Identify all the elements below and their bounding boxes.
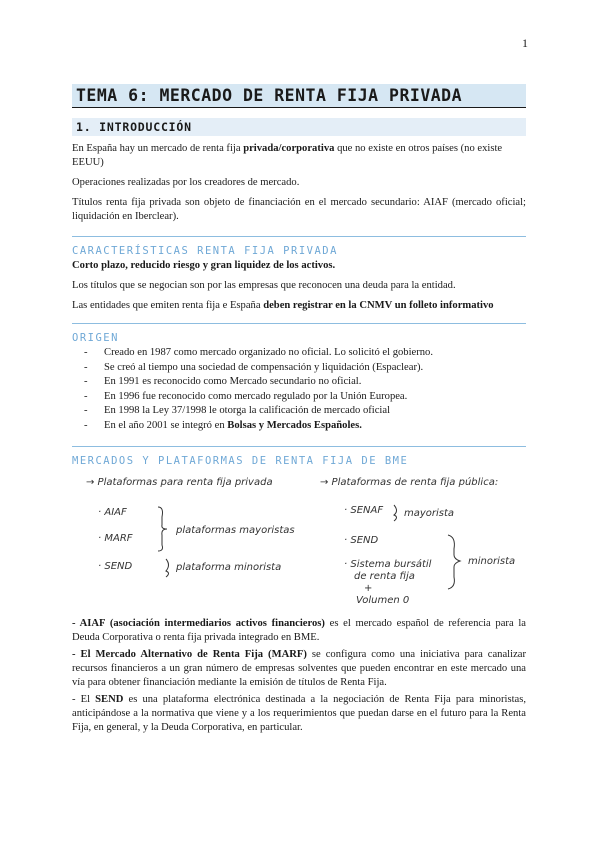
hand-aiaf: · AIAF (98, 506, 127, 518)
hand-sistema-1: · Sistema bursátil (344, 558, 432, 570)
definition-aiaf: - AIAF (asociación intermediarios activos financieros) es el mercado español de referencia para la Deuda Corporativa o renta fija privada integrado en BME. (72, 617, 526, 643)
page-number: 1 (522, 36, 528, 50)
mercados-heading: MERCADOS Y PLATAFORMAS DE RENTA FIJA DE BME (72, 446, 526, 467)
caracteristicas-paragraph-1: Los títulos que se negocian son por las empresas que reconocen una deuda para la entidad. (72, 280, 456, 291)
hand-marf: · MARF (98, 532, 133, 544)
origen-list (72, 346, 526, 434)
hand-sistema-2: de renta fija (354, 570, 415, 582)
list-item: - Se creó al tiempo una sociedad de compensación y liquidación (Espaclear). (72, 361, 526, 376)
definition-marf: - El Mercado Alternativo de Renta Fija (MARF) se configura como una iniciativa para canalizar recursos financieros a un gran número de empresas solventes que pueden encontrar en este mercado una vía para obtener financiación mediante la emisión de títulos de Renta Fija. (72, 648, 526, 688)
definition-send: - El SEND es una plataforma electrónica destinada a la negociación de Renta Fija para minoristas, anticipándose a la normativa que viene y a los requerimientos que puedan darse en el futuro para la Renta Fija, en general, y la Deuda Corporativa, en particular. (72, 693, 526, 733)
origen-heading: ORIGEN (72, 323, 526, 344)
list-item: - Creado en 1987 como mercado organizado no oficial. Lo solicitó el gobierno. (72, 346, 526, 361)
list-item: - En 1991 es reconocido como Mercado secundario no oficial. (72, 375, 526, 390)
caracteristicas-heading: CARACTERÍSTICAS RENTA FIJA PRIVADA (72, 236, 526, 257)
hand-minorista-left: plataforma minorista (176, 561, 282, 573)
hand-senaf: · SENAF (344, 504, 384, 516)
definitions (72, 617, 526, 735)
caracteristicas-bold-line: Corto plazo, reducido riesgo y gran liquidez de los activos. (72, 260, 336, 271)
hand-minorista-right: minorista (468, 555, 516, 567)
intro-paragraph-1: En España hay un mercado de renta fija privada/corporativa que no existe en otros países (no existe EEUU) (72, 143, 503, 168)
document-body (72, 84, 526, 735)
hand-mayorista: mayorista (404, 507, 455, 519)
hand-mayoristas: plataformas mayoristas (176, 524, 295, 536)
hand-volumen-2: Volumen 0 (356, 594, 410, 606)
hand-right-title: → Plataformas de renta fija pública: (320, 476, 499, 488)
handwritten-notes (72, 473, 526, 609)
list-item: - En el año 2001 se integró en Bolsas y Mercados Españoles. (72, 419, 526, 434)
hand-send-left: · SEND (98, 560, 133, 572)
intro-paragraph-2: Operaciones realizadas por los creadores de mercado. (72, 177, 300, 188)
intro-heading: 1. INTRODUCCIÓN (72, 118, 526, 136)
list-item: - En 1998 la Ley 37/1998 le otorga la calificación de mercado oficial (72, 404, 526, 419)
caracteristicas-paragraph-2: Las entidades que emiten renta fija e España deben registrar en la CNMV un folleto informativo (72, 300, 494, 311)
list-item: - En 1996 fue reconocido como mercado regulado por la Unión Europea. (72, 390, 526, 405)
intro-paragraph-3: Títulos renta fija privada son objeto de financiación en el mercado secundario: AIAF (mercado oficial; liquidación en Iberclear). (72, 197, 526, 222)
hand-volumen-1: + (364, 582, 373, 594)
hand-send-right: · SEND (344, 534, 379, 546)
page-title: TEMA 6: MERCADO DE RENTA FIJA PRIVADA (72, 84, 526, 108)
hand-left-title: → Plataformas para renta fija privada (86, 476, 273, 488)
